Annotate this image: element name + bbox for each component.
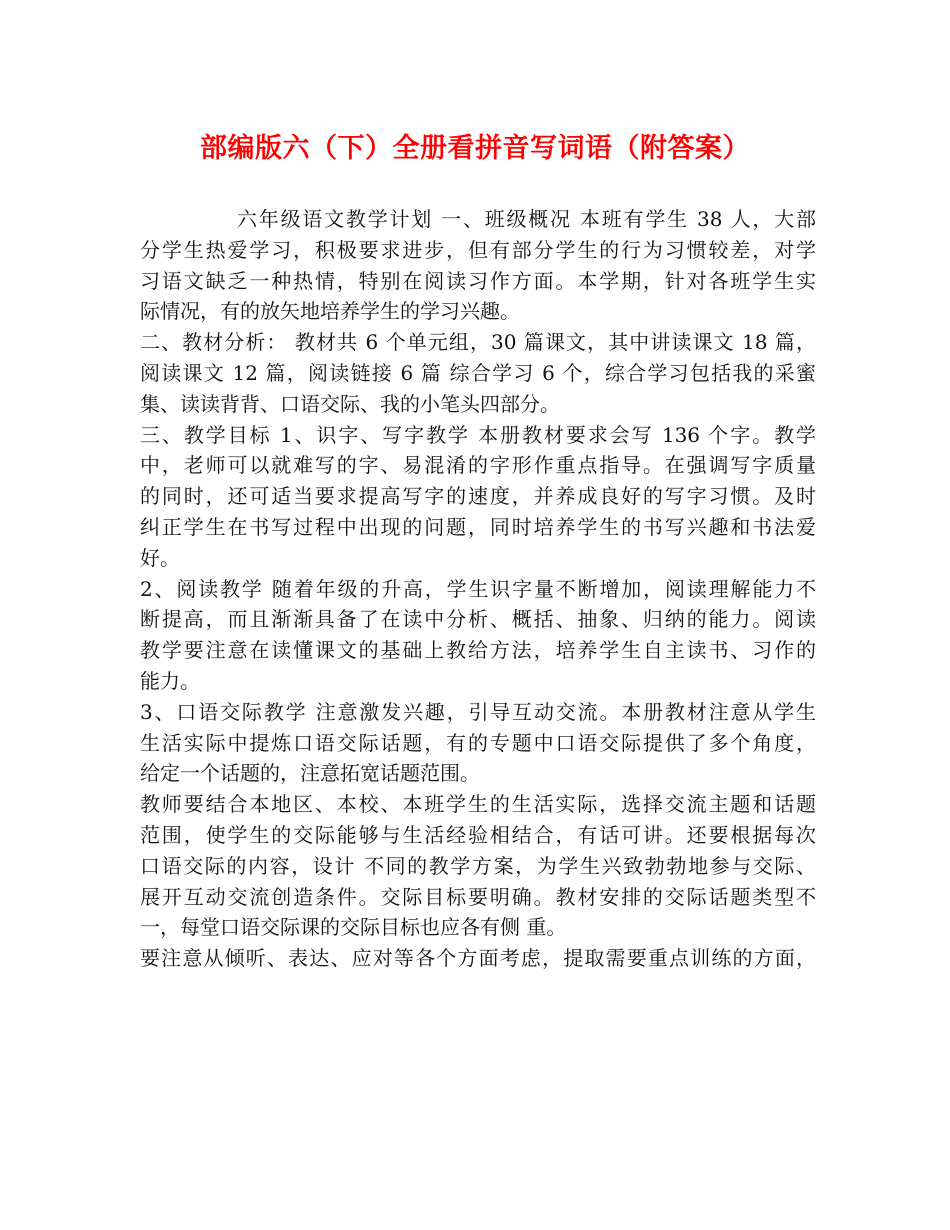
body-line: 六年级语文教学计划 一、班级概况 本班有学生 38 人，大部: [237, 207, 816, 231]
body-line: 三、教学目标 1、识字、写字教学 本册教材要求会写 136 个字。教学: [140, 422, 816, 447]
body-line: 2、阅读教学 随着年级的升高，学生识字量不断增加，阅读理解能力不: [140, 576, 816, 601]
document-title: 部编版六（下）全册看拼音写词语（附答案）: [200, 133, 750, 164]
body-line: 一，每堂口语交际课的交际目标也应各有侧 重。: [140, 915, 567, 940]
body-line: 习语文缺乏一种热情，特别在阅读习作方面。本学期，针对各班学生实: [140, 268, 816, 293]
body-line: 展开互动交流创造条件。交际目标要明确。教材安排的交际话题类型不: [140, 884, 816, 909]
body-line: 教学要注意在读懂课文的基础上教给方法，培养学生自主读书、习作的: [140, 638, 816, 663]
body-line: 好。: [140, 545, 180, 570]
body-line: 口语交际的内容，设计 不同的教学方案，为学生兴致勃勃地参与交际、: [140, 853, 816, 878]
body-line: 生活实际中提炼口语交际话题，有的专题中口语交际提供了多个角度，: [140, 730, 816, 755]
body-line: 集、读读背背、口语交际、我的小笔头四部分。: [140, 391, 560, 416]
body-line: 给定一个话题的，注意拓宽话题范围。: [140, 761, 480, 786]
body-line: 3、口语交际教学 注意激发兴趣，引导互动交流。本册教材注意从学生: [140, 699, 816, 724]
body-line: 断提高，而且渐渐具备了在读中分析、概括、抽象、归纳的能力。阅读: [140, 607, 816, 632]
body-line: 能力。: [140, 668, 200, 693]
body-line: 教师要结合本地区、本校、本班学生的生活实际，选择交流主题和话题: [140, 792, 816, 817]
body-line: 纠正学生在书写过程中出现的问题，同时培养学生的书写兴趣和书法爱: [140, 514, 816, 539]
body-line: 的同时，还可适当要求提高写字的速度，并养成良好的写字习惯。及时: [140, 484, 816, 509]
body-line: 分学生热爱学习，积极要求进步，但有部分学生的行为习惯较差，对学: [140, 237, 816, 262]
body-line: 范围，使学生的交际能够与生活经验相结合，有话可讲。还要根据每次: [140, 822, 816, 847]
body-line: 阅读课文 12 篇，阅读链接 6 篇 综合学习 6 个，综合学习包括我的采蜜: [140, 360, 816, 385]
body-line: 要注意从倾听、表达、应对等各个方面考虑，提取需要重点训练的方面，: [140, 946, 816, 971]
body-line: 二、教材分析： 教材共 6 个单元组，30 篇课文，其中讲读课文 18 篇，: [140, 330, 816, 355]
body-line: 际情况，有的放矢地培养学生的学习兴趣。: [140, 299, 520, 324]
body-line: 中，老师可以就难写的字、易混淆的字形作重点指导。在强调写字质量: [140, 453, 816, 478]
document-body: [140, 204, 816, 974]
